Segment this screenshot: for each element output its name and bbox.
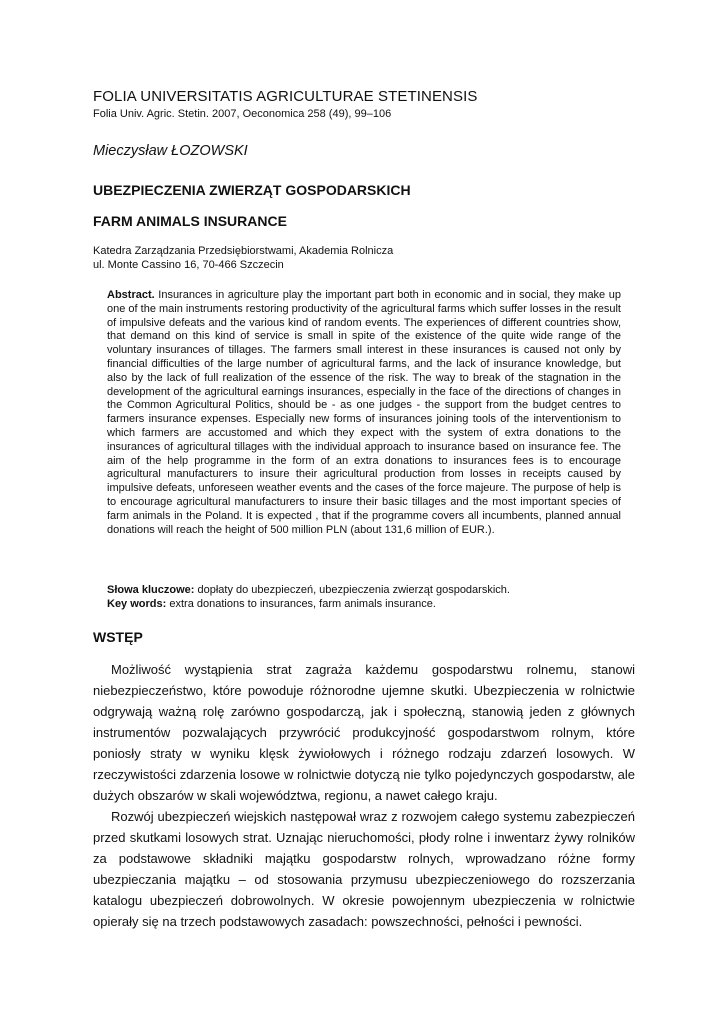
paragraph: Możliwość wystąpienia strat zagraża każdemu gospodarstwu rolnemu, stanowi niebezpieczeństwo, które powoduje różnorodne ujemne skutki. Ubezpieczenia w rolnictwie odgrywają ważną rolę zarówno gospodarczą, jak i społeczną, stanowią jeden z głównych instrumentów pozwalających przywrócić produkcyjność gospodarstwom rolnym, które poniosły straty w wyniku klęsk żywiołowych i różnego rodzaju zdarzeń losowych. W rzeczywistości zdarzenia losowe w rolnictwie dotyczą nie tylko pojedynczych gospodarstw, ale dużych obszarów w skali województwa, regionu, a nawet całego kraju.: [93, 662, 635, 803]
title-english: FARM ANIMALS INSURANCE: [93, 213, 287, 229]
affiliation-line-2: ul. Monte Cassino 16, 70-466 Szczecin: [93, 259, 284, 271]
keywords-polish-label: Słowa kluczowe:: [107, 584, 195, 596]
section-heading: WSTĘP: [93, 629, 143, 645]
keywords-english-text: extra donations to insurances, farm animals insurance.: [169, 598, 436, 610]
affiliation-line-1: Katedra Zarządzania Przedsiębiorstwami, Akademia Rolnicza: [93, 245, 394, 257]
citation: Folia Univ. Agric. Stetin. 2007, Oeconomica 258 (49), 99–106: [93, 108, 392, 120]
abstract-label: Abstract.: [107, 289, 155, 301]
keywords-polish-text: dopłaty do ubezpieczeń, ubezpieczenia zwierząt gospodarskich.: [197, 584, 510, 596]
title-polish: UBEZPIECZENIA ZWIERZĄT GOSPODARSKICH: [93, 182, 411, 198]
body-text: [93, 659, 635, 932]
keywords-english-label: Key words:: [107, 598, 167, 610]
abstract-text: Insurances in agriculture play the important part both in economic and in social, they make up one of the main instruments restoring productivity of the agricultural farms which suffer losses in the result of impulsive defeats and the various kind of random events. The experiences of different countries show, that demand on this kind of service is small in spite of the existence of the quite wide range of the voluntary insurances of tillages. The farmers small interest in these insurances is caused not only by financial difficulties of the large number of agricultural farms, and the lack of insurance knowledge, but also by the lack of full realization of the essence of the risk. The way to break of the stagnation in the development of the agricultural earnings insurances, especially in the face of the directions of changes in the Common Agricultural Politics, should be - as one judges - the support from the budget centres to farmers insurance expenses. Especially new forms of insurances joining tools of the interventionism to which farmers are accustomed and which they expect with the system of extra donations to the insurances of agricultural tillages with the individual approach to insurance based on insurance fee. The aim of the help programme in the form of an extra donations to insurances fees is to encourage agricultural manufacturers to insure their agricultural production from losses in receipts caused by impulsive defeats, unforeseen weather events and the cases of the force majeure. The purpose of help is to encourage agricultural manufacturers to insure their basic tillages and the most important species of farm animals in the Poland. It is expected , that if the programme covers all incumbents, planned annual donations will reach the height of 500 million PLN (about 131,6 million of EUR.).: [107, 289, 621, 536]
paragraph: Rozwój ubezpieczeń wiejskich następował wraz z rozwojem całego systemu zabezpieczeń przed skutkami losowych strat. Uznając nieruchomości, płody rolne i inwentarz żywy rolników za podstawowe składniki majątku gospodarstw rolnych, wprowadzano różne formy ubezpieczania majątku – od stosowania przymusu ubezpieczeniowego do rozszerzania katalogu ubezpieczeń dobrowolnych. W okresie powojennym ubezpieczenia w rolnictwie opierały się na trzech podstawowych zasadach: powszechności, pełności i pewności.: [93, 809, 635, 929]
abstract: [107, 289, 621, 537]
keywords-polish: [107, 583, 621, 597]
keywords: [107, 583, 621, 611]
author-name: Mieczysław ŁOZOWSKI: [93, 143, 248, 159]
affiliation: [93, 244, 635, 272]
journal-title: FOLIA UNIVERSITATIS AGRICULTURAE STETINENSIS: [93, 88, 478, 105]
keywords-english: [107, 597, 621, 611]
